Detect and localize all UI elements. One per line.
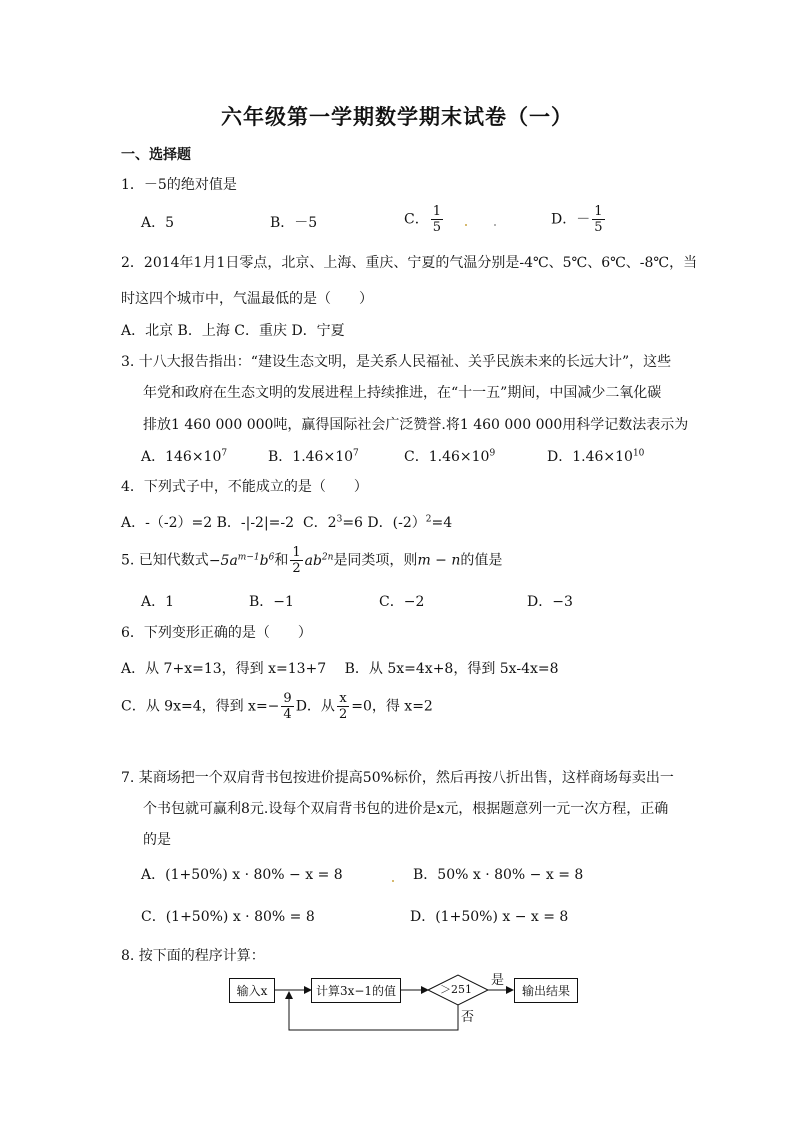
option-text: C．1.46×10 xyxy=(404,449,490,465)
exponent: 3 xyxy=(336,514,343,525)
option-c-text: C．2 xyxy=(302,515,337,531)
box-label: 输出结果 xyxy=(521,984,570,998)
page-title: 六年级第一学期数学期末试卷（一） xyxy=(221,104,573,129)
question-5-option-a: A．1 xyxy=(141,594,175,610)
option-c-text: C．从 9x=4，得到 x=− xyxy=(121,698,280,715)
flowchart-input-box xyxy=(229,978,275,1003)
question-1-option-a: A．5 xyxy=(141,215,175,231)
fraction-numerator: 1 xyxy=(292,545,301,560)
option-text: B．1.46×10 xyxy=(268,449,354,465)
question-3-line-1: 3. 十八大报告指出：“建设生态文明，是关系人民福祉、关乎民族未来的长远大计”，这些 xyxy=(121,354,672,370)
fraction-numerator: 1 xyxy=(594,204,603,219)
yes-label: 是 xyxy=(491,973,505,988)
question-2-options: A．北京 B．上海 C．重庆 D．宁夏 xyxy=(121,323,345,339)
option-d-text: D．(-2） xyxy=(367,515,426,531)
option-d-rest: =0，得 x=2 xyxy=(351,698,433,715)
exponent: 9 xyxy=(489,448,496,459)
term-text: −5a xyxy=(208,552,238,569)
term-text: ab xyxy=(304,552,322,569)
math-expression: m − n xyxy=(417,552,461,569)
exponent: 7 xyxy=(353,448,359,459)
question-1-stem: 1．－5的绝对值是 xyxy=(121,177,237,193)
flowchart-compute-box xyxy=(311,978,401,1003)
question-4-stem: 4．下列式子中，不能成立的是（ ） xyxy=(121,479,368,495)
question-3-line-2: 年党和政府在生态文明的发展进程上持续推进，在“十一五”期间，中国减少二氧化碳 xyxy=(143,385,662,401)
fraction-numerator: 9 xyxy=(283,691,292,706)
box-label: 计算3x−1的值 xyxy=(315,984,397,998)
fraction-denominator: 2 xyxy=(292,561,301,576)
section-heading: 一、选择题 xyxy=(121,147,191,163)
question-8-stem: 8. 按下面的程序计算： xyxy=(121,948,265,964)
question-5-option-d: D．−3 xyxy=(527,594,573,610)
exponent: 7 xyxy=(221,448,228,459)
question-7-option-c: C．(1+50%) x · 80% = 8 xyxy=(141,909,315,925)
question-7-option-b: B．50% x · 80% − x = 8 xyxy=(413,867,584,883)
no-label: 否 xyxy=(461,1010,475,1025)
option-d-rest: =4 xyxy=(431,515,453,531)
fraction-denominator: 2 xyxy=(338,707,348,722)
fraction-numerator: 1 xyxy=(432,204,441,219)
exponent: 2 xyxy=(425,514,432,525)
question-6-options-ab: A．从 7+x=13，得到 x=13+7 B．从 5x=4x+8，得到 5x-4x=8 xyxy=(121,661,559,677)
fraction-denominator: 5 xyxy=(594,220,603,235)
question-2-line-1: 2．2014年1月1日零点，北京、上海、重庆、宁夏的气温分别是-4℃、5℃、6℃、-8℃，当 xyxy=(121,255,698,271)
question-7-line-2: 个书包就可赢利8元.设每个双肩背书包的进价是x元，根据题意列一元一次方程，正确 xyxy=(143,801,669,817)
option-a: A．-（-2）=2 xyxy=(121,515,213,531)
box-label: 输入x xyxy=(236,984,268,998)
option-text: A．146×10 xyxy=(141,449,222,465)
exponent: 2n xyxy=(321,551,334,562)
exponent: 10 xyxy=(632,448,645,459)
stem-end: 的值是 xyxy=(460,552,503,569)
question-2-line-2: 时这四个城市中，气温最低的是（ ） xyxy=(121,291,373,307)
fraction-denominator: 5 xyxy=(432,220,441,235)
option-d-label: D．－ xyxy=(551,211,591,228)
question-5-option-b: B．−1 xyxy=(249,594,294,610)
stem-prefix: 5. 已知代数式 xyxy=(121,552,209,569)
decision-label: ＞251 xyxy=(440,983,472,996)
term-text: b xyxy=(259,552,269,569)
question-7-line-3: 的是 xyxy=(143,832,171,848)
option-d-text: D．从 xyxy=(295,698,335,715)
question-5-option-c: C．−2 xyxy=(379,594,425,610)
question-6-stem: 6．下列变形正确的是（ ） xyxy=(121,625,312,641)
option-c-rest: =6 xyxy=(342,515,363,531)
exponent: 6 xyxy=(268,551,275,562)
flowchart-output-box xyxy=(514,978,578,1003)
option-b: B．-|-2|=-2 xyxy=(216,515,295,531)
exponent: m−1 xyxy=(237,551,260,562)
fraction-numerator: x xyxy=(337,692,349,707)
fraction-denominator: 4 xyxy=(283,707,292,722)
option-c-label: C． xyxy=(404,211,429,228)
question-7-option-a: A．(1+50%) x · 80% − x = 8 xyxy=(141,867,343,883)
question-7-option-d: D．(1+50%) x − x = 8 xyxy=(410,909,569,925)
stem-suffix: 是同类项，则 xyxy=(333,552,418,569)
question-1-option-b: B．－5 xyxy=(270,215,318,231)
option-text: D．1.46×10 xyxy=(547,449,633,465)
conjunction: 和 xyxy=(274,552,289,569)
question-3-line-3: 排放1 460 000 000吨，赢得国际社会广泛赞誉.将1 460 000 000用科学记数法表示为 xyxy=(143,417,689,433)
question-7-line-1: 7. 某商场把一个双肩背书包按进价提高50%标价，然后再按八折出售，这样商场每卖出一 xyxy=(121,770,674,786)
